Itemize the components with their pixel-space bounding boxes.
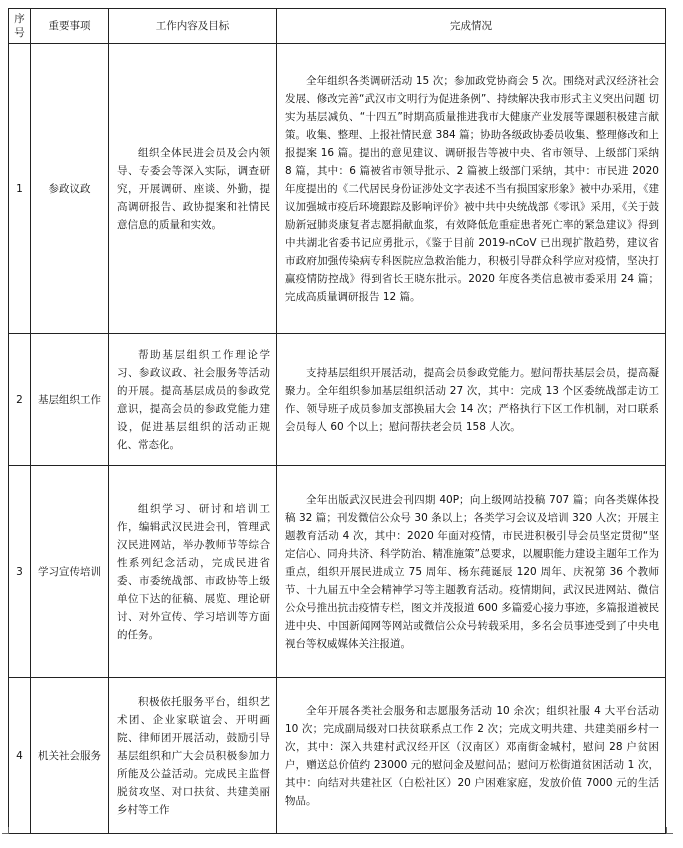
row-index: 3 — [9, 466, 31, 678]
header-row — [9, 9, 666, 44]
header-result: 完成情况 — [277, 9, 666, 44]
header-index: 序号 — [9, 9, 31, 44]
row-result: 全年组织各类调研活动 15 次；参加政党协商会 5 次。围绕对武汉经济社会发展、修改完善“武汉市文明行为促进条例”、持续解决我市形式主义突出问题 切实为基层减负、“十四五”时期高质量推进我市大健康产业发展等课题积极建言献策。收集、整理、上报社情民意 384 篇；协助各级政协委员收集、整理修改和上报提案 16 篇。提出的意见建议、调研报告等被中央、省市领导、上级部门采纳 8 篇，其中：6 篇被省市领导批示、2 篇被上级部门采纳，其中：市民进 2020 年度提出的《二代居民身份证涉处文字表述不当有损国家形象》被中办采用，《建议加强城市疫后环境跟踪及影响评价》被中共中央统战部《零讯》采用，《关于鼓励新冠肺炎康复者志愿捐献血浆，有效降低危重症患者死亡率的紧急建议》得到中共湖北省委书记应勇批示，《鉴于目前 2019-nCoV 已出现扩散趋势，建议省市政府加强传染病专科医院应急救治能力，积极引导群众科学应对疫情，坚决打赢疫情防控战》得到省长王晓东批示。2020 年度各类信息被市委采用 24 篇；完成高质量调研报告 12 篇。 — [277, 44, 666, 334]
row-item: 学习宣传培训 — [31, 466, 109, 678]
row-content: 组织学习、研讨和培训工作，编辑武汉民进会刊，管理武汉民进网站，举办教师节等综合性系列纪念活动，完成民进省委、市委统战部、市政协等上级单位下达的征稿、展览、理论研讨、对外宣传、学习培训等方面的任务。 — [109, 466, 277, 678]
row-result: 全年开展各类社会服务和志愿服务活动 10 余次；组织社服 4 大平台活动 10 次；完成副局级对口扶贫联系点工作 2 次；完成文明共建、共建美丽乡村一次，其中：深入共建村武汉经开区（汉南区）邓南街金城村，慰问 28 户贫困户，赠送总价值约 23000 元的慰问金及慰问品；慰问万松街道贫困活动 1 次，其中：向结对共建社区（白松社区）20 户困难家庭，发放价值 7000 元的生活物品。 — [277, 678, 666, 834]
row-index: 1 — [9, 44, 31, 334]
row-item: 机关社会服务 — [31, 678, 109, 834]
table-row — [9, 44, 666, 334]
table-row — [9, 334, 666, 466]
table-row — [9, 466, 666, 678]
row-content: 帮助基层组织工作理论学习、参政议政、社会服务等活动的开展。提高基层成员的参政党意识，提高会员的参政党能力建设，促进基层组织的活动正规化、常态化。 — [109, 334, 277, 466]
page-corner-mark — [2, 827, 9, 834]
row-item: 基层组织工作 — [31, 334, 109, 466]
row-content: 组织全体民进会员及会内领导、专委会等深入实际，调查研究，开展调研、座谈、外勤，提高调研报告、政协提案和社情民意信息的质量和实效。 — [109, 44, 277, 334]
row-index: 2 — [9, 334, 31, 466]
page-corner-mark — [666, 827, 673, 834]
row-content: 积极依托服务平台，组织艺术团、企业家联谊会、开明画院、律师团开展活动，鼓励引导基层组织和广大会员积极参加力所能及公益活动。完成民主监督脱贫攻坚、对口扶贫、共建美丽乡村等工作 — [109, 678, 277, 834]
row-result: 支持基层组织开展活动，提高会员参政党能力。慰问帮扶基层会员，提高凝聚力。全年组织参加基层组织活动 27 次，其中：完成 13 个区委统战部走访工作、领导班子成员参加支部换届大会 14 次；严格执行下区工作机制，对口联系会员每人 60 个以上；慰问帮扶老会员 158 人次。 — [277, 334, 666, 466]
table-row — [9, 678, 666, 834]
work-summary-table — [8, 8, 666, 834]
header-item: 重要事项 — [31, 9, 109, 44]
row-result: 全年出版武汉民进会刊四期 40P；向上级网站投稿 707 篇；向各类媒体投稿 32 篇；刊发微信公众号 30 条以上；各类学习会议及培训 320 人次；开展主题教育活动 4 次，其中：2020 年面对疫情，市民进积极引导会员坚定贯彻“坚定信心、同舟共济、科学防治、精准施策”总要求，以履职能力建设主题年工作为重点，组织开展民进成立 75 周年、杨东莼诞辰 120 周年、庆祝第 36 个教师节、十九届五中全会精神学习等主题教育活动。疫情期间，武汉民进网站、微信公众号推出抗击疫情专栏，图文并茂报道 600 多篇爱心接力事迹，多篇报道被民进中央、中国新闻网等网站或微信公众号转载采用，多名会员事迹受到了中央电视台等权威媒体关注报道。 — [277, 466, 666, 678]
row-item: 参政议政 — [31, 44, 109, 334]
row-index: 4 — [9, 678, 31, 834]
header-content: 工作内容及目标 — [109, 9, 277, 44]
